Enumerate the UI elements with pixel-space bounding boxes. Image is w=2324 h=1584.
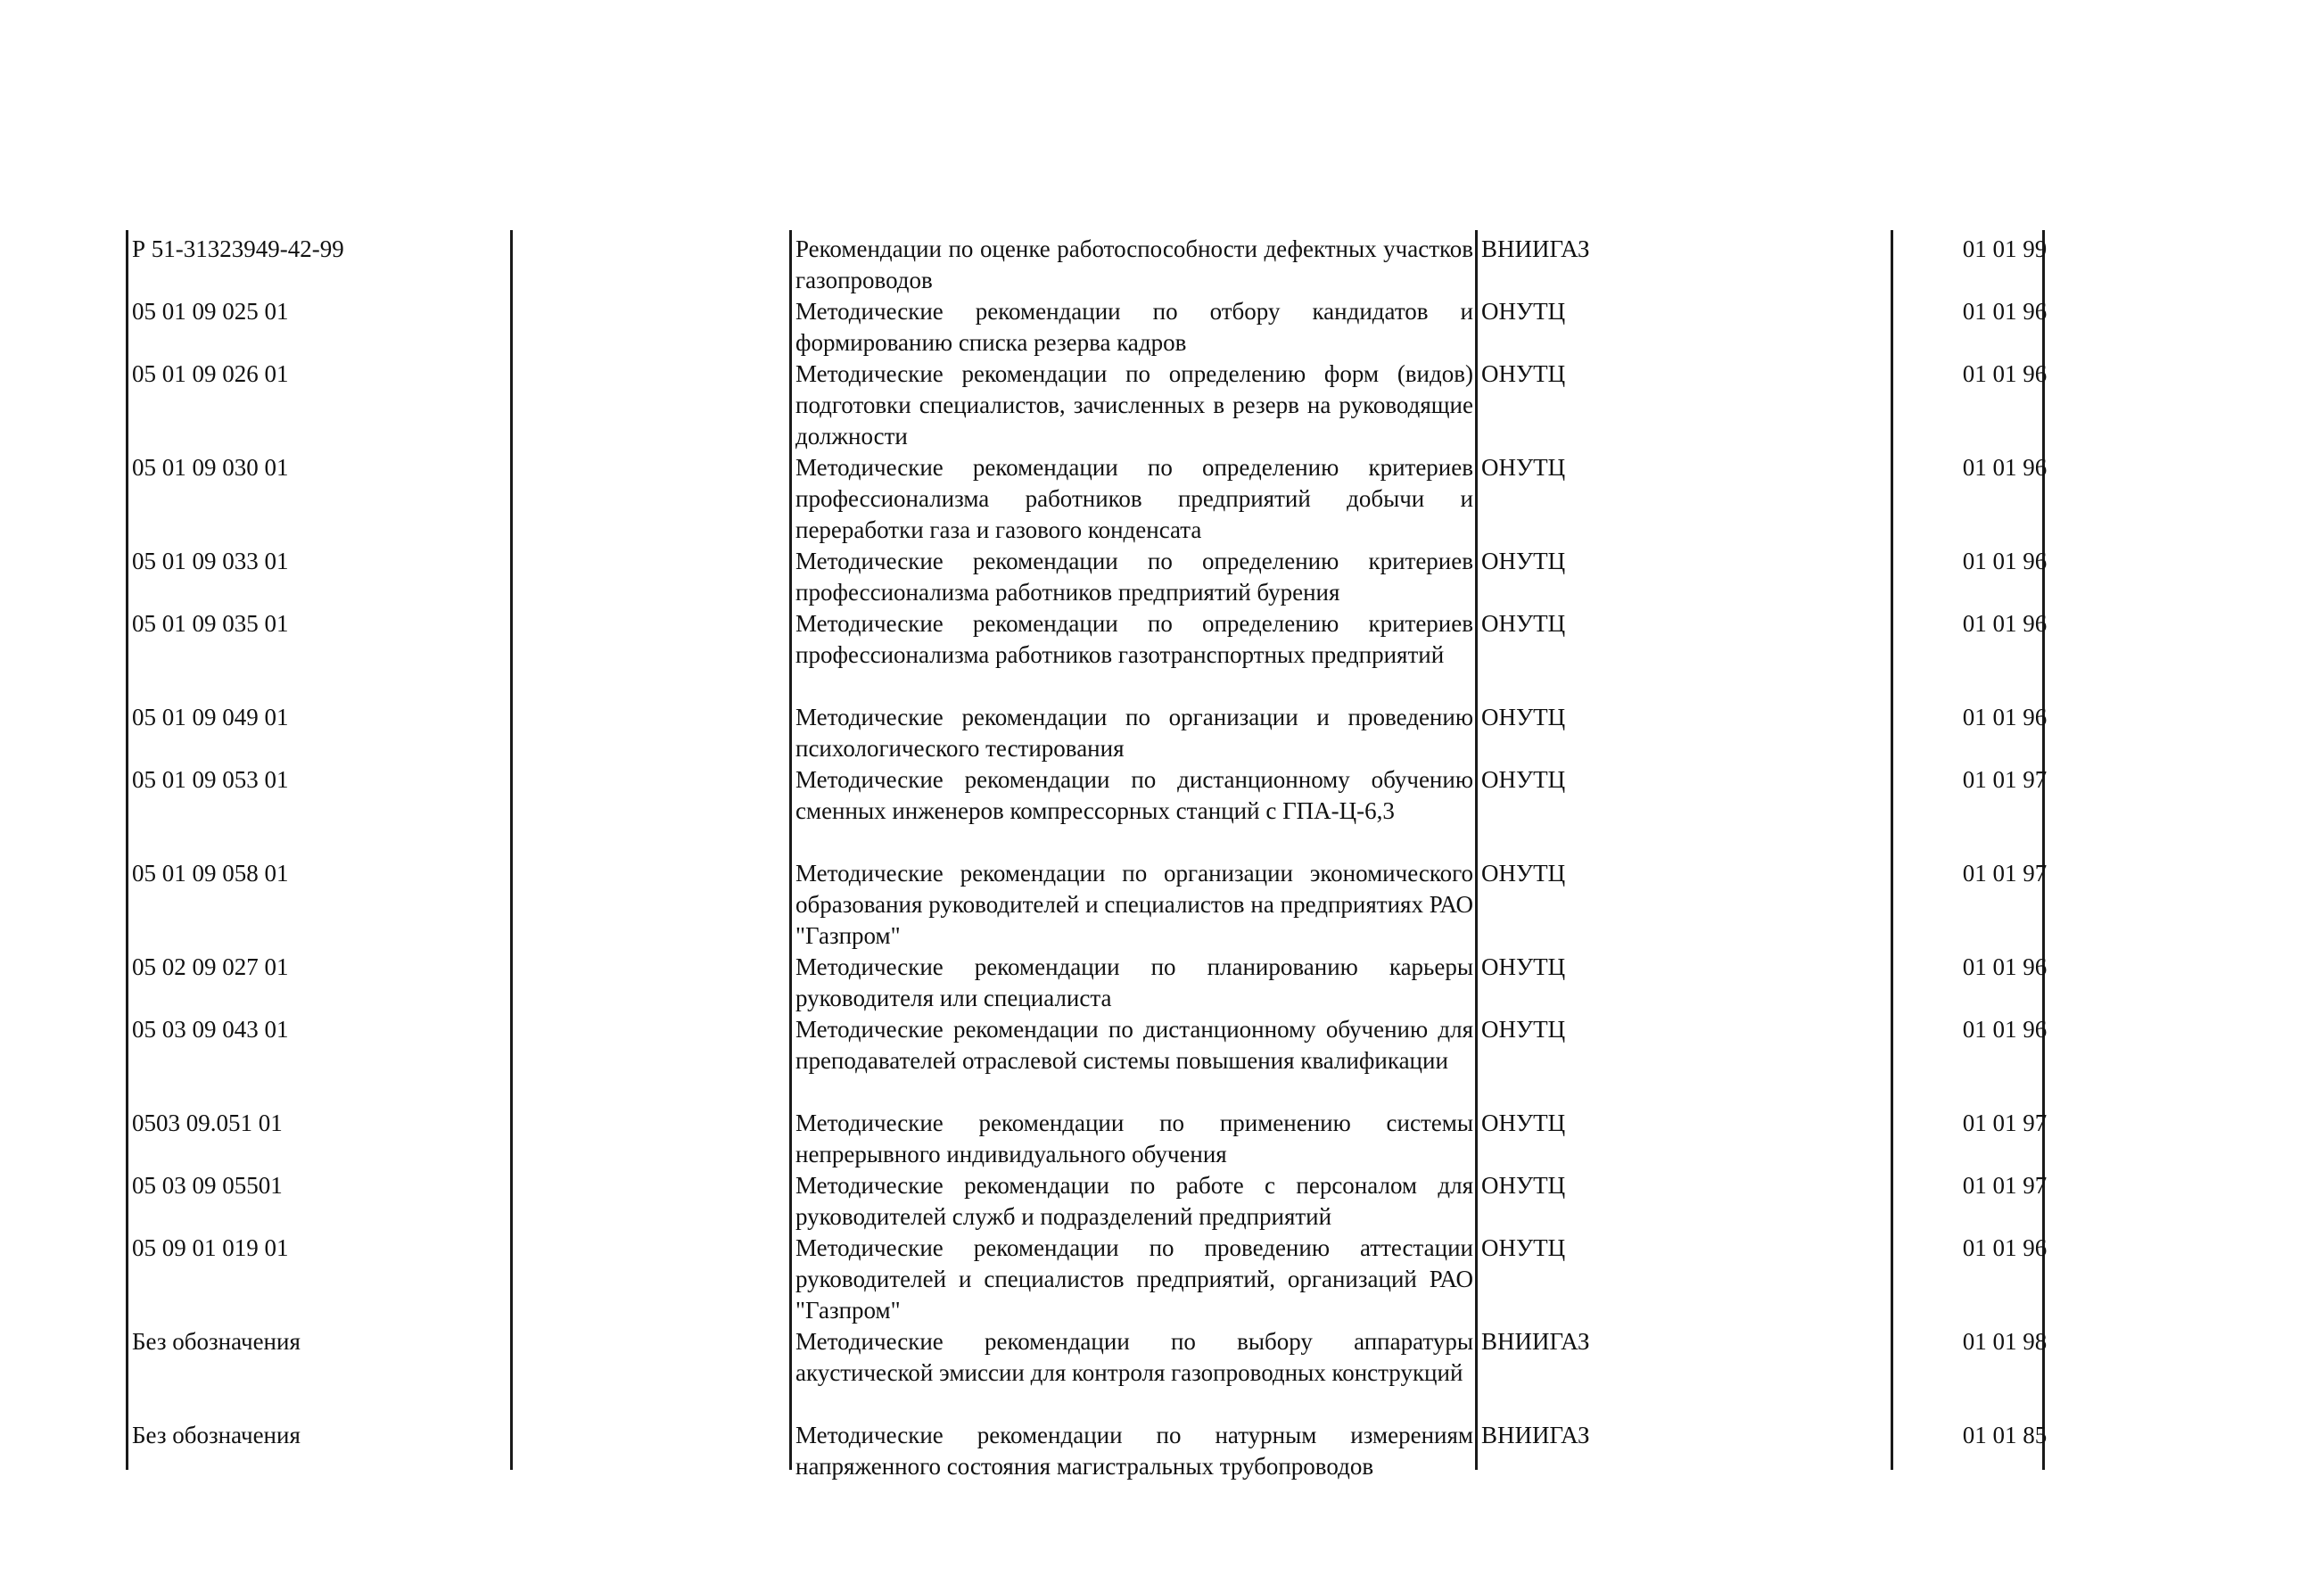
- document-title: Методические рекомендации по определению критериев профессионализма работников предприятий бурения: [795, 548, 1473, 606]
- developer-organization: ОНУТЦ: [1481, 860, 1566, 887]
- effective-date: 01 01 85: [1962, 1422, 2048, 1448]
- document-code: Без обозначения: [132, 1328, 301, 1355]
- document-code: 05 09 01 019 01: [132, 1234, 289, 1261]
- effective-date: 01 01 99: [1962, 235, 2048, 262]
- document-code: 05 01 09 049 01: [132, 704, 289, 730]
- effective-date: 01 01 97: [1962, 1172, 2048, 1199]
- document-code: 05 01 09 025 01: [132, 298, 289, 325]
- document-code: Р 51-31323949-42-99: [132, 235, 344, 262]
- developer-organization: ОНУТЦ: [1481, 454, 1566, 481]
- table-row: [0, 764, 2324, 858]
- effective-date: 01 01 96: [1962, 610, 2048, 637]
- effective-date: 01 01 96: [1962, 298, 2048, 325]
- table-row: [0, 702, 2324, 764]
- document-title: Методические рекомендации по планированию карьеры руководителя или специалиста: [795, 953, 1473, 1011]
- developer-organization: ОНУТЦ: [1481, 360, 1566, 387]
- document-title: Методические рекомендации по дистанционному обучению для преподавателей отраслевой системы повышения квалификации: [795, 1016, 1473, 1074]
- document-title: Методические рекомендации по выбору аппаратуры акустической эмиссии для контроля газопроводных конструкций: [795, 1328, 1473, 1386]
- developer-organization: ВНИИГАЗ: [1481, 1422, 1590, 1448]
- effective-date: 01 01 96: [1962, 360, 2048, 387]
- developer-organization: ОНУТЦ: [1481, 1016, 1566, 1043]
- document-title: Методические рекомендации по работе с персоналом для руководителей служб и подразделений предприятий: [795, 1172, 1473, 1230]
- table-row: [0, 952, 2324, 1014]
- document-code: 05 01 09 033 01: [132, 548, 289, 574]
- effective-date: 01 01 97: [1962, 1110, 2048, 1136]
- developer-organization: ОНУТЦ: [1481, 610, 1566, 637]
- developer-organization: ОНУТЦ: [1481, 953, 1566, 980]
- document-title: Методические рекомендации по дистанционному обучению сменных инженеров компрессорных станций с ГПА-Ц-6,3: [795, 766, 1473, 824]
- document-code: 05 01 09 026 01: [132, 360, 289, 387]
- document-title: Методические рекомендации по отбору кандидатов и формированию списка резерва кадров: [795, 298, 1473, 356]
- document-title: Методические рекомендации по определению критериев профессионализма работников предприятий добычи и переработки газа и газового конденсата: [795, 454, 1473, 543]
- document-title: Методические рекомендации по организации и проведению психологического тестирования: [795, 704, 1473, 762]
- table-row: [0, 1233, 2324, 1326]
- table-row: [0, 296, 2324, 359]
- document-code: 05 03 09 043 01: [132, 1016, 289, 1043]
- effective-date: 01 01 96: [1962, 953, 2048, 980]
- developer-organization: ОНУТЦ: [1481, 548, 1566, 574]
- document-title: Методические рекомендации по применению системы непрерывного индивидуального обучения: [795, 1110, 1473, 1167]
- table-row: [0, 1108, 2324, 1170]
- document-title: Методические рекомендации по определению критериев профессионализма работников газотранспортных предприятий: [795, 610, 1473, 668]
- effective-date: 01 01 96: [1962, 704, 2048, 730]
- developer-organization: ВНИИГАЗ: [1481, 235, 1590, 262]
- effective-date: 01 01 97: [1962, 860, 2048, 887]
- effective-date: 01 01 96: [1962, 548, 2048, 574]
- document-title: Методические рекомендации по организации экономического образования руководителей и специалистов на предприятиях РАО "Газпром": [795, 860, 1473, 949]
- document-title: Методические рекомендации по определению форм (видов) подготовки специалистов, зачисленных в резерв на руководящие должности: [795, 360, 1473, 450]
- table-row: [0, 546, 2324, 608]
- document-code: 05 01 09 053 01: [132, 766, 289, 793]
- document-title: Методические рекомендации по проведению аттестации руководителей и специалистов предприятий, организаций РАО "Газпром": [795, 1234, 1473, 1324]
- effective-date: 01 01 96: [1962, 1016, 2048, 1043]
- document-code: 05 01 09 030 01: [132, 454, 289, 481]
- table-row: [0, 608, 2324, 702]
- developer-organization: ОНУТЦ: [1481, 1172, 1566, 1199]
- developer-organization: ВНИИГАЗ: [1481, 1328, 1590, 1355]
- document-code: 05 01 09 035 01: [132, 610, 289, 637]
- table-row: [0, 1014, 2324, 1108]
- table-row: [0, 1170, 2324, 1233]
- documents-table: [0, 234, 2324, 1482]
- effective-date: 01 01 97: [1962, 766, 2048, 793]
- document-code: 05 02 09 027 01: [132, 953, 289, 980]
- table-row: [0, 1326, 2324, 1420]
- document-code: 0503 09.051 01: [132, 1110, 283, 1136]
- developer-organization: ОНУТЦ: [1481, 298, 1566, 325]
- document-code: 05 03 09 05501: [132, 1172, 283, 1199]
- developer-organization: ОНУТЦ: [1481, 766, 1566, 793]
- document-title: Рекомендации по оценке работоспособности дефектных участков газопроводов: [795, 235, 1473, 293]
- developer-organization: ОНУТЦ: [1481, 1110, 1566, 1136]
- document-title: Методические рекомендации по натурным измерениям напряженного состояния магистральных трубопроводов: [795, 1422, 1473, 1480]
- developer-organization: ОНУТЦ: [1481, 1234, 1566, 1261]
- table-row: [0, 1420, 2324, 1482]
- effective-date: 01 01 96: [1962, 1234, 2048, 1261]
- developer-organization: ОНУТЦ: [1481, 704, 1566, 730]
- table-row: [0, 858, 2324, 952]
- table-row: [0, 359, 2324, 452]
- document-code: 05 01 09 058 01: [132, 860, 289, 887]
- table-row: [0, 234, 2324, 296]
- effective-date: 01 01 96: [1962, 454, 2048, 481]
- document-code: Без обозначения: [132, 1422, 301, 1448]
- table-row: [0, 452, 2324, 546]
- effective-date: 01 01 98: [1962, 1328, 2048, 1355]
